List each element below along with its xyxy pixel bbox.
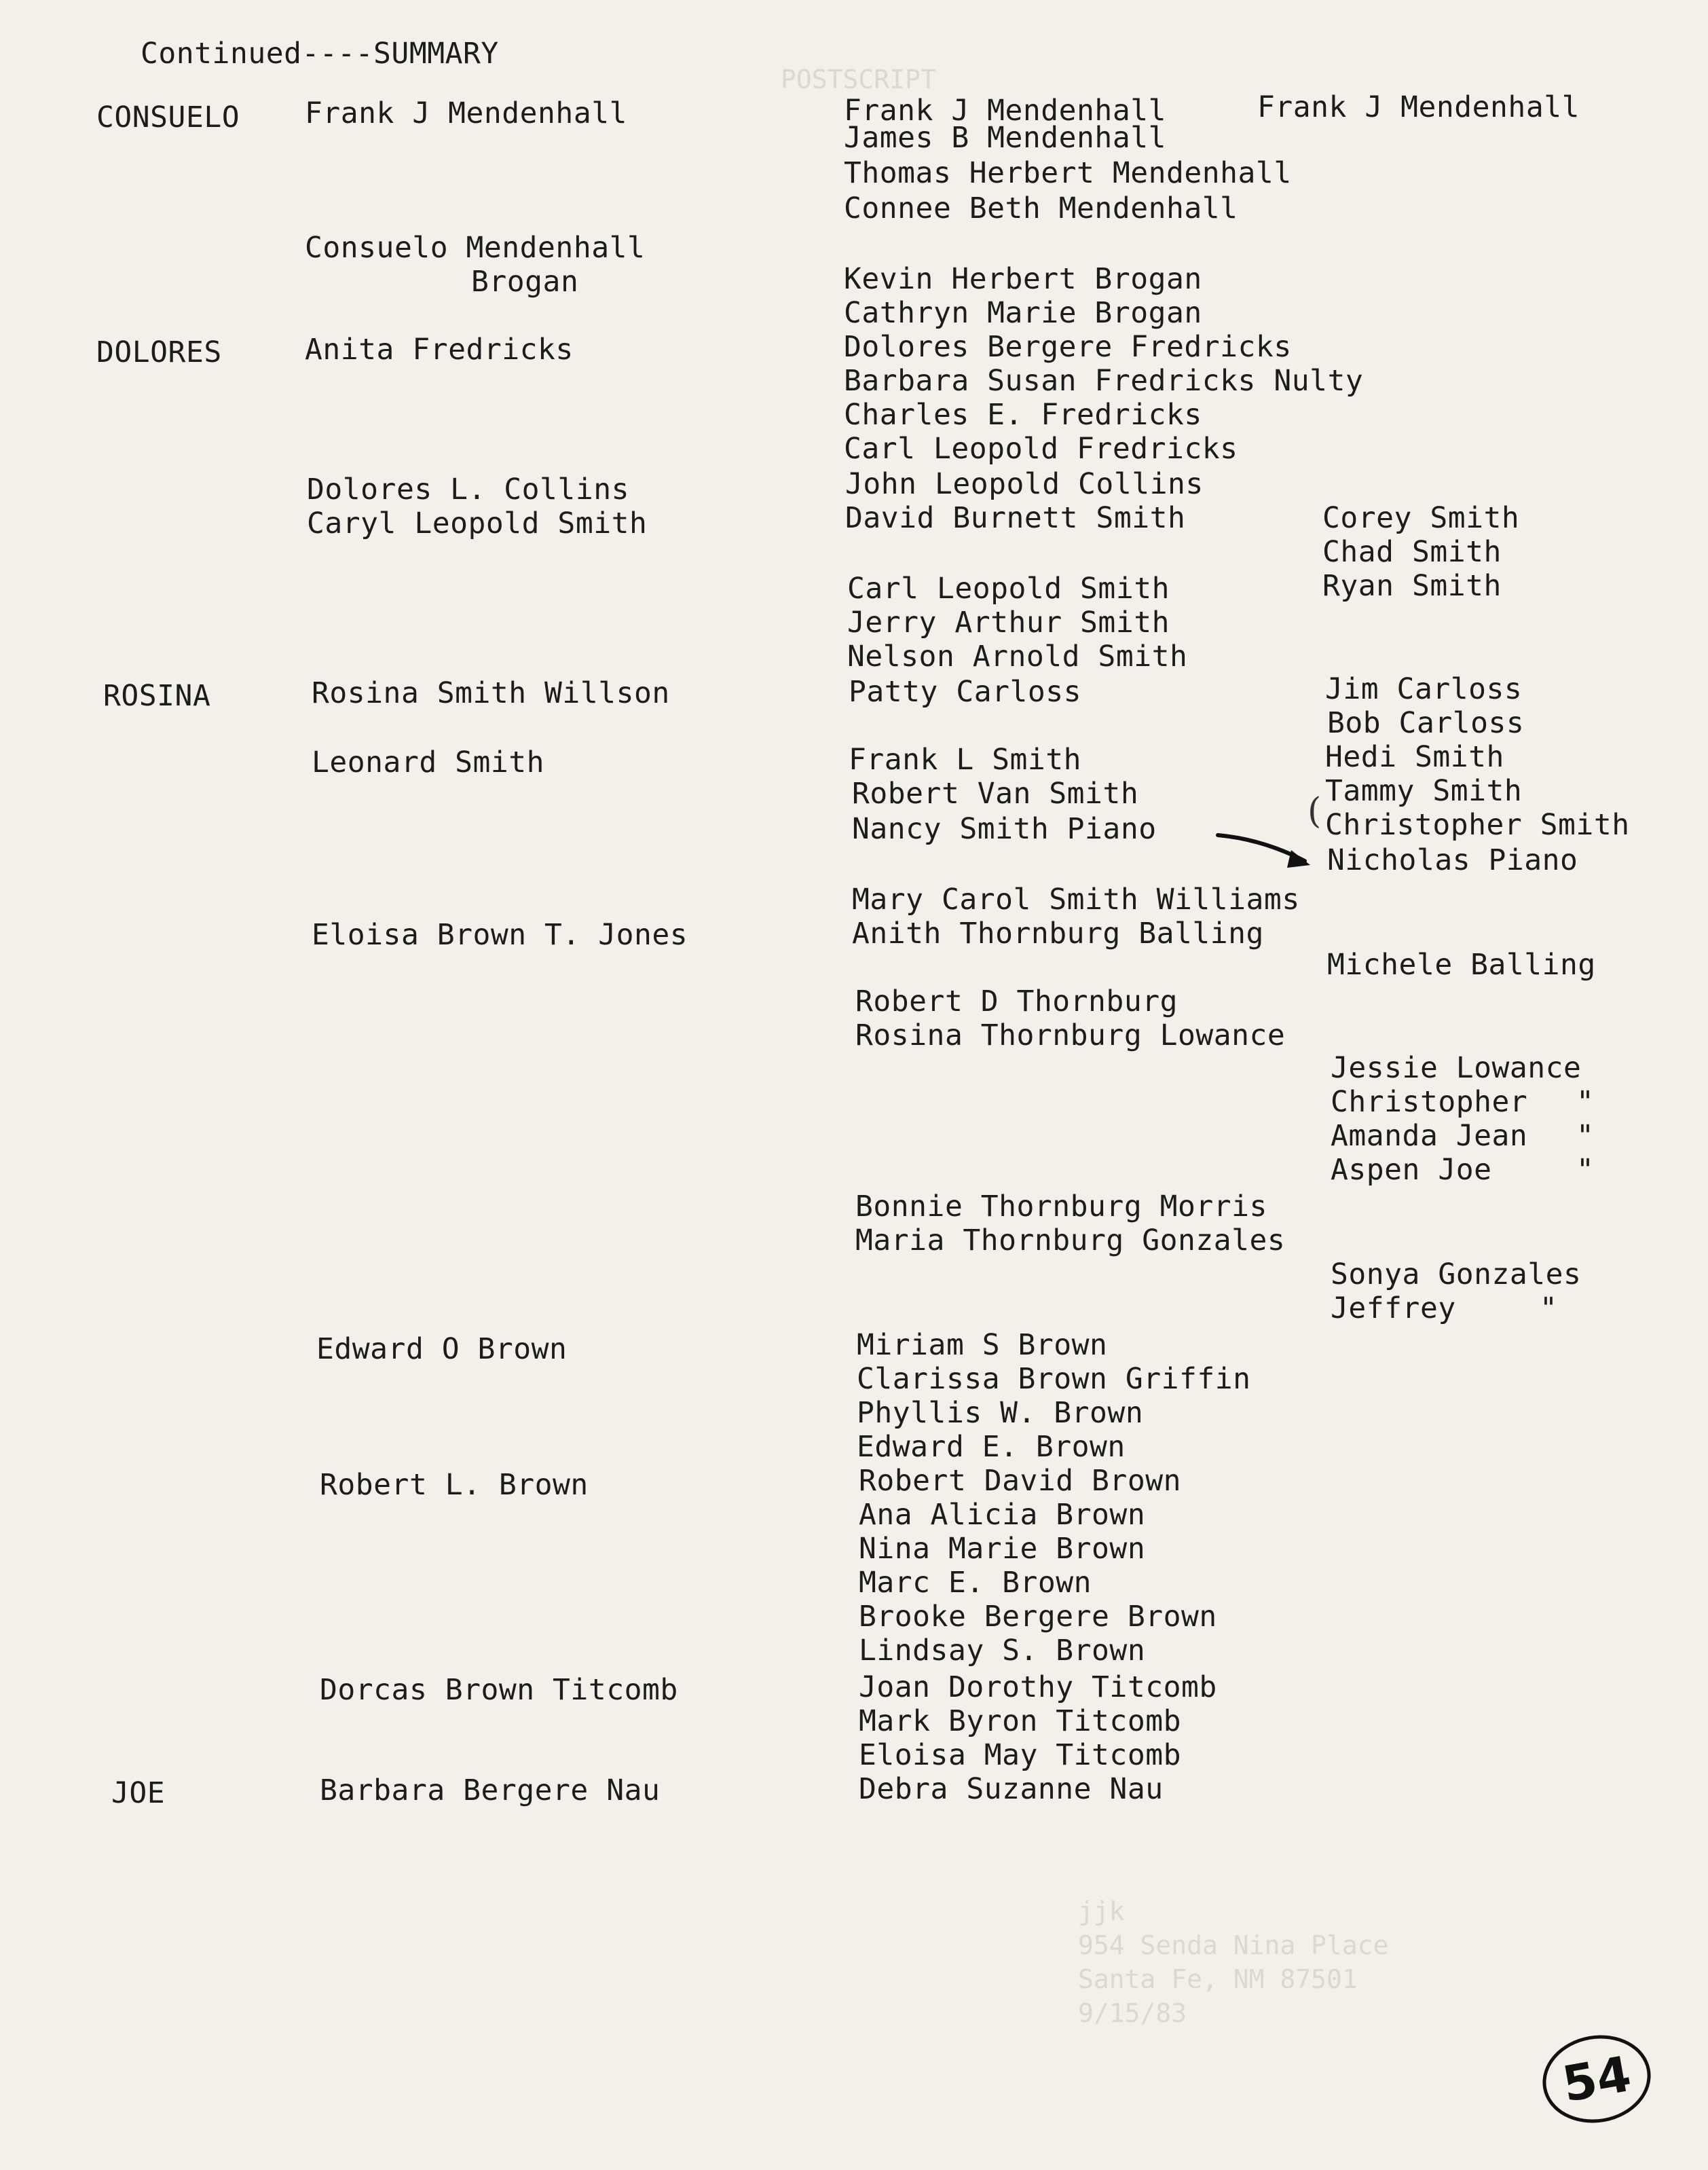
child-name: Rosina Smith Willson (312, 676, 670, 710)
branch-label: ROSINA (103, 679, 211, 713)
great-grandchild-name: Amanda Jean (1331, 1119, 1528, 1153)
grandchild-name: Kevin Herbert Brogan (844, 262, 1202, 296)
great-grandchild-name: Chad Smith (1322, 535, 1502, 569)
grandchild-name: Jerry Arthur Smith (847, 606, 1170, 640)
grandchild-name: Robert Van Smith (852, 777, 1139, 811)
ditto-mark: " (1576, 1119, 1595, 1153)
grandchild-name: Patty Carloss (849, 675, 1082, 709)
grandchild-name: Charles E. Fredricks (844, 398, 1202, 432)
great-grandchild-name: Jeffrey (1331, 1291, 1456, 1325)
grandchild-name: Rosina Thornburg Lowance (855, 1018, 1286, 1052)
ditto-mark: " (1576, 1085, 1595, 1119)
ditto-mark: " (1576, 1153, 1595, 1187)
grandchild-name: Joan Dorothy Titcomb (859, 1670, 1217, 1704)
child-name: Leonard Smith (312, 746, 545, 779)
grandchild-name: Robert D Thornburg (855, 985, 1178, 1018)
child-name: Dolores L. Collins (307, 473, 629, 507)
bracket-mark: ( (1307, 791, 1322, 832)
grandchild-name: Ana Alicia Brown (859, 1498, 1146, 1532)
grandchild-name: Maria Thornburg Gonzales (855, 1224, 1286, 1257)
great-grandchild-name: Corey Smith (1322, 501, 1520, 535)
great-grandchild-name: Sonya Gonzales (1331, 1257, 1582, 1291)
great-grandchild-name: Bob Carloss (1327, 706, 1525, 740)
grandchild-name: Bonnie Thornburg Morris (855, 1190, 1267, 1224)
grandchild-name: Mark Byron Titcomb (859, 1704, 1181, 1738)
great-grandchild-name: Ryan Smith (1322, 569, 1502, 603)
grandchild-name: Barbara Susan Fredricks Nulty (844, 364, 1364, 398)
grandchild-name: Nelson Arnold Smith (847, 640, 1188, 674)
page-header: Continued----SUMMARY (141, 37, 499, 71)
branch-label: JOE (111, 1776, 166, 1810)
grandchild-name: David Burnett Smith (845, 501, 1186, 535)
branch-label: DOLORES (96, 335, 222, 369)
bleed-through-title: POSTSCRIPT (781, 65, 936, 94)
grandchild-name: Phyllis W. Brown (857, 1396, 1144, 1430)
branch-label: CONSUELO (96, 100, 240, 134)
grandchild-name: Robert David Brown (859, 1464, 1181, 1498)
page-number-stamp: 54 (1536, 2027, 1658, 2131)
great-grandchild-name: Jessie Lowance (1331, 1051, 1582, 1085)
grandchild-name: Mary Carol Smith Williams (852, 883, 1300, 917)
great-grandchild-name: Hedi Smith (1325, 740, 1504, 774)
grandchild-name: Thomas Herbert Mendenhall (844, 156, 1292, 190)
arrow-icon (1215, 830, 1317, 877)
great-grandchild-name: Frank J Mendenhall (1257, 90, 1580, 124)
great-grandchild-name: Christopher Smith (1325, 808, 1630, 842)
bleed-through-address-2: Santa Fe, NM 87501 (1078, 1964, 1358, 1994)
grandchild-name: James B Mendenhall (844, 121, 1166, 155)
grandchild-name: Edward E. Brown (857, 1430, 1126, 1464)
child-name-line2: Brogan (471, 265, 579, 299)
bleed-through-initials: jjk (1078, 1896, 1125, 1926)
grandchild-name: Carl Leopold Fredricks (844, 432, 1238, 466)
ditto-mark: " (1540, 1291, 1558, 1325)
bleed-through-date: 9/15/83 (1078, 1998, 1187, 2028)
child-name: Eloisa Brown T. Jones (312, 918, 688, 952)
child-name: Dorcas Brown Titcomb (320, 1673, 678, 1707)
child-name: Caryl Leopold Smith (307, 507, 648, 540)
grandchild-name: Nina Marie Brown (859, 1532, 1146, 1566)
grandchild-name: Connee Beth Mendenhall (844, 191, 1238, 225)
grandchild-name: Cathryn Marie Brogan (844, 296, 1202, 330)
great-grandchild-name: Aspen Joe (1331, 1153, 1492, 1187)
child-name: Anita Fredricks (305, 333, 574, 367)
grandchild-name: Nancy Smith Piano (852, 812, 1157, 846)
child-name: Frank J Mendenhall (305, 96, 627, 130)
bleed-through-address-1: 954 Senda Nina Place (1078, 1930, 1389, 1960)
grandchild-name: Marc E. Brown (859, 1566, 1092, 1600)
great-grandchild-name: Jim Carloss (1325, 672, 1523, 706)
grandchild-name: Brooke Bergere Brown (859, 1600, 1217, 1634)
grandchild-name: Clarissa Brown Griffin (857, 1362, 1251, 1396)
grandchild-name: John Leopold Collins (845, 467, 1204, 501)
grandchild-name: Frank L Smith (849, 743, 1082, 777)
grandchild-name: Dolores Bergere Fredricks (844, 330, 1292, 364)
grandchild-name: Lindsay S. Brown (859, 1634, 1146, 1668)
great-grandchild-name: Christopher (1331, 1085, 1528, 1119)
great-grandchild-name: Michele Balling (1327, 948, 1596, 982)
grandchild-name: Miriam S Brown (857, 1328, 1108, 1362)
child-name: Robert L. Brown (320, 1468, 589, 1502)
grandchild-name: Frank J Mendenhall (844, 94, 1166, 128)
grandchild-name: Carl Leopold Smith (847, 572, 1170, 606)
great-grandchild-name: Nicholas Piano (1327, 843, 1578, 877)
child-name-line1: Consuelo Mendenhall (305, 231, 646, 265)
child-name: Barbara Bergere Nau (320, 1773, 661, 1807)
grandchild-name: Eloisa May Titcomb (859, 1738, 1181, 1772)
grandchild-name: Anith Thornburg Balling (852, 917, 1264, 951)
child-name: Edward O Brown (316, 1332, 568, 1366)
grandchild-name: Debra Suzanne Nau (859, 1772, 1164, 1806)
great-grandchild-name: Tammy Smith (1325, 774, 1523, 808)
